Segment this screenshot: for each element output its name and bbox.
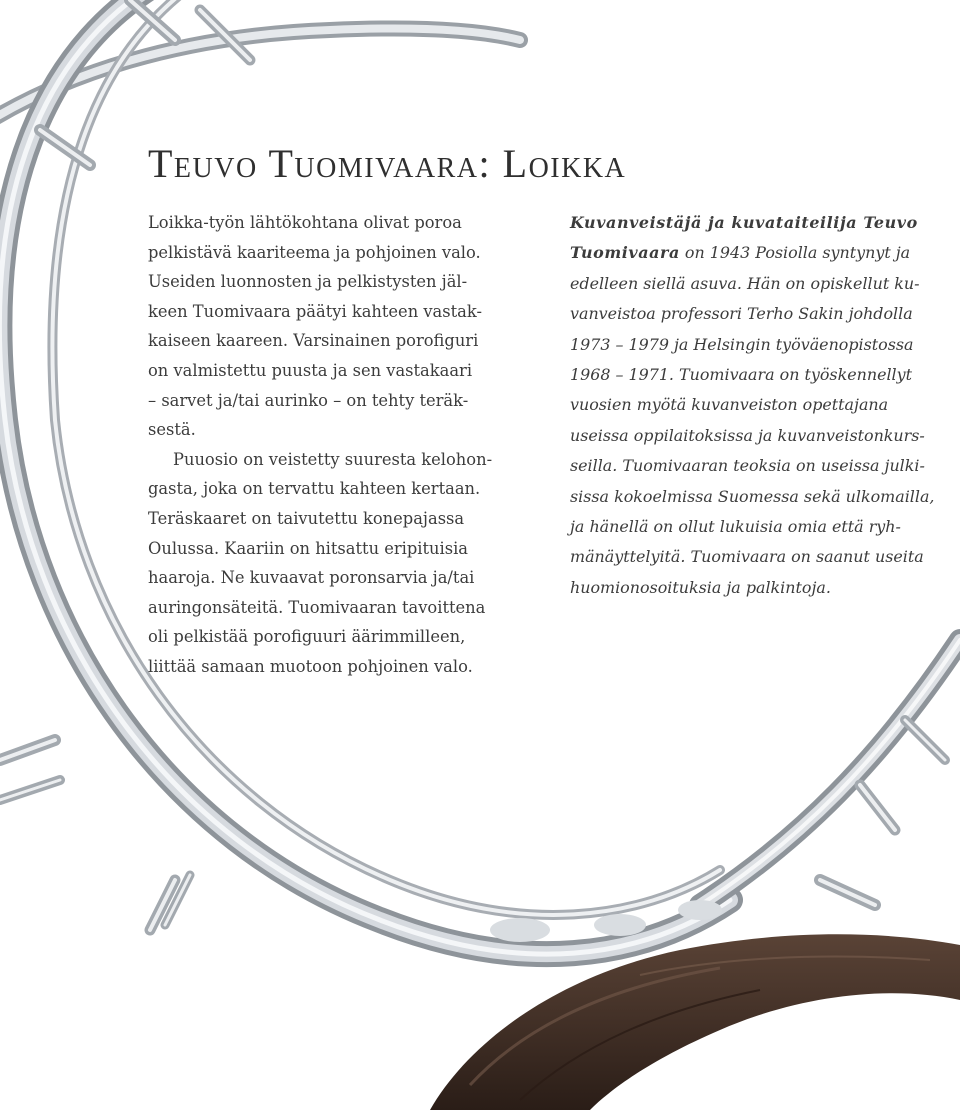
text-line: mänäyttelyitä. Tuomivaara on saanut useita [570, 547, 924, 567]
steel-arc-right [700, 640, 960, 905]
text-line: sissa kokoelmissa Suomessa sekä ulkomailla, [570, 486, 935, 506]
text-line: Oulussa. Kaariin on hitsattu eripituisia [148, 538, 468, 558]
text-line: useissa oppilaitoksissa ja kuvanveistonkurs- [570, 425, 925, 445]
text-fragment: on 1943 Posiolla syntynyt ja [679, 243, 911, 263]
text-line: pelkistävä kaariteema ja pohjoinen valo. [148, 242, 481, 262]
text-line: – sarvet ja/tai aurinko – on tehty teräk- [148, 390, 469, 410]
text-line: kaiseen kaareen. Varsinainen porofiguri [148, 331, 479, 351]
paragraph-1 [148, 208, 548, 445]
text-line: sestä. [148, 420, 196, 440]
text-line: 1968 – 1971. Tuomivaara on työskennellyt [570, 365, 912, 385]
text-line: vanveistoa professori Terho Sakin johdolla [570, 304, 913, 324]
paragraph-2 [148, 445, 548, 682]
text-line: Puuosio on veistetty suuresta kelohon- [173, 449, 493, 469]
text-line: vuosien myötä kuvanveiston opettajana [570, 395, 889, 415]
text-line: Loikka-työn lähtökohtana olivat poroa [148, 213, 462, 232]
text-line: liittää samaan muotoon pohjoinen valo. [148, 656, 473, 676]
text-line: edelleen siellä asuva. Hän on opiskellut ku- [570, 273, 920, 293]
text-line: gasta, joka on tervattu kahteen kertaan. [148, 479, 481, 499]
text-line: seilla. Tuomivaaran teoksia on useissa julki- [570, 456, 925, 476]
text-line: 1973 – 1979 ja Helsingin työväenopistossa [570, 334, 914, 354]
text-line: Useiden luonnosten ja pelkistysten jäl- [148, 272, 468, 292]
text-line: Teräskaaret on taivutettu konepajassa [148, 508, 465, 528]
text-line: on valmistettu puusta ja sen vastakaari [148, 360, 473, 380]
bio-bold-heading: Kuvanveistäjä ja kuvataiteilija Teuvo [570, 213, 918, 232]
bio-bold-name: Tuomivaara [570, 243, 680, 263]
right-column-bio [570, 208, 960, 603]
text-line: keen Tuomivaara päätyi kahteen vastak- [148, 301, 482, 321]
text-line: auringonsäteitä. Tuomivaaran tavoittena [148, 597, 486, 617]
text-line: ja hänellä on ollut lukuisia omia että ryh- [570, 517, 901, 537]
text-line: haaroja. Ne kuvaavat poronsarvia ja/tai [148, 568, 475, 588]
page-title: Teuvo Tuomivaara: Loikka [148, 141, 627, 186]
text-line: oli pelkistää porofiguuri äärimmilleen, [148, 627, 466, 647]
left-column [148, 208, 548, 682]
text-line: huomionosoituksia ja palkintoja. [570, 577, 831, 597]
